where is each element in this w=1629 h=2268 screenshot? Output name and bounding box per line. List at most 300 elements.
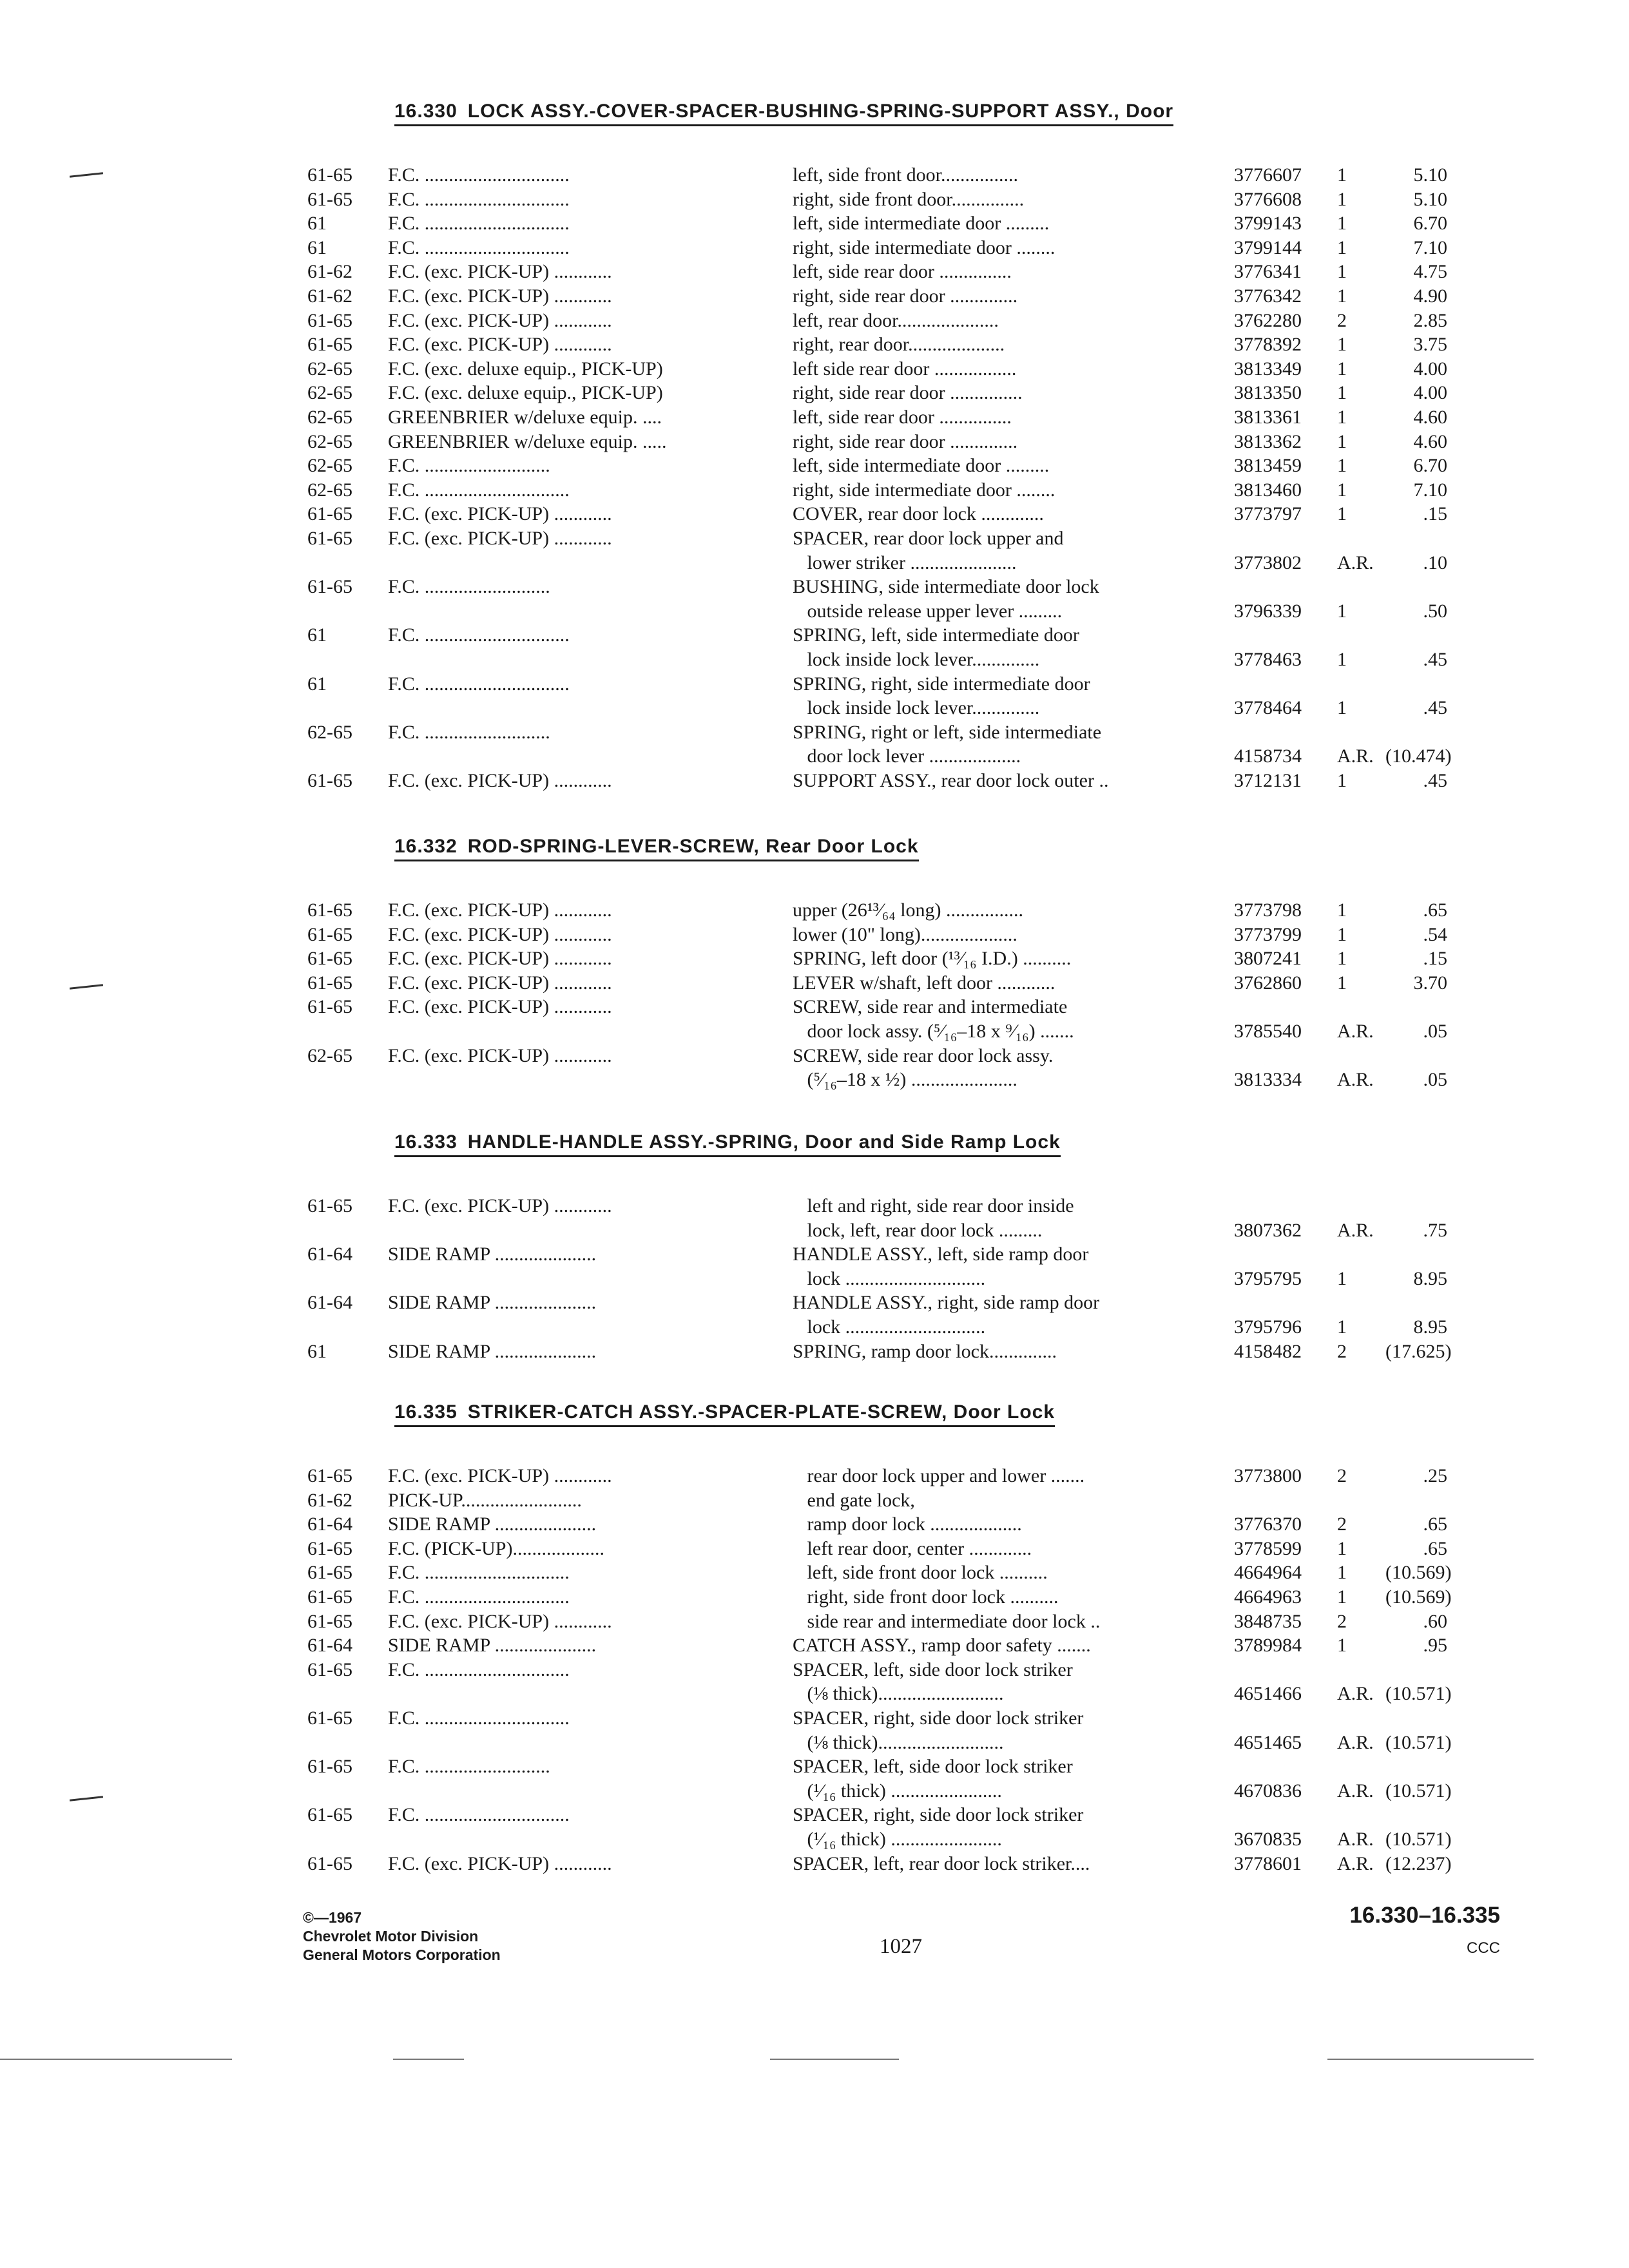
- quantity-cell: 2: [1337, 1465, 1347, 1486]
- table-row: [0, 163, 1629, 187]
- model-cell: F.C. ..............................: [388, 1804, 570, 1826]
- table-row: [0, 284, 1629, 309]
- division-text: Chevrolet Motor Division: [303, 1928, 479, 1945]
- scan-edge-line: [393, 2059, 464, 2060]
- quantity-cell: 1: [1337, 261, 1347, 283]
- price-cell: .54: [1423, 923, 1447, 945]
- part-number-cell: 3848735: [1234, 1610, 1302, 1632]
- part-number-cell: 3813349: [1234, 358, 1302, 380]
- model-cell: F.C. (exc. PICK-UP) ............: [388, 1195, 612, 1216]
- table-row: [0, 1585, 1629, 1610]
- price-cell: .65: [1423, 1537, 1447, 1559]
- year-cell: 61-65: [307, 1804, 352, 1826]
- model-cell: F.C. (exc. PICK-UP) ............: [388, 1852, 612, 1874]
- model-cell: F.C. (exc. PICK-UP) ............: [388, 972, 612, 994]
- model-cell: SIDE RAMP .....................: [388, 1635, 597, 1657]
- quantity-cell: 1: [1337, 1267, 1347, 1289]
- quantity-cell: 1: [1337, 1537, 1347, 1559]
- table-row: [0, 1068, 1629, 1092]
- quantity-cell: A.R.: [1337, 1731, 1374, 1753]
- footer-publisher: [303, 1908, 501, 1965]
- table-row: [0, 332, 1629, 357]
- model-cell: SIDE RAMP .....................: [388, 1244, 597, 1265]
- description-cell: left, side intermediate door .........: [793, 213, 1050, 235]
- part-number-cell: 3670835: [1234, 1829, 1302, 1850]
- price-cell: .25: [1423, 1465, 1447, 1486]
- price-cell: .75: [1423, 1219, 1447, 1241]
- quantity-cell: 1: [1337, 1562, 1347, 1584]
- quantity-cell: 2: [1337, 1340, 1347, 1362]
- part-number-cell: 3813459: [1234, 455, 1302, 477]
- quantity-cell: 1: [1337, 1635, 1347, 1657]
- model-cell: F.C. (PICK-UP)...................: [388, 1537, 604, 1559]
- section-heading: [394, 1401, 1055, 1427]
- table-row: [0, 1242, 1629, 1267]
- price-cell: 7.10: [1413, 236, 1447, 258]
- table-row: [0, 672, 1629, 697]
- part-number-cell: 3773798: [1234, 899, 1302, 921]
- quantity-cell: 1: [1337, 285, 1347, 307]
- price-cell: .50: [1423, 600, 1447, 622]
- quantity-cell: 1: [1337, 649, 1347, 670]
- description-cell: lower striker ......................: [793, 552, 1017, 573]
- part-number-cell: 4651466: [1234, 1683, 1302, 1705]
- model-cell: F.C. (exc. PICK-UP) ............: [388, 285, 612, 307]
- year-cell: 61-65: [307, 1537, 352, 1559]
- table-row: [0, 720, 1629, 745]
- description-cell: COVER, rear door lock .............: [793, 503, 1044, 525]
- model-cell: F.C. (exc. PICK-UP) ............: [388, 923, 612, 945]
- description-cell: left, side rear door ...............: [793, 261, 1012, 283]
- part-number-cell: 3813350: [1234, 382, 1302, 404]
- section-subtitle: Rear Door Lock: [759, 836, 919, 857]
- quantity-cell: 1: [1337, 948, 1347, 970]
- quantity-cell: 1: [1337, 697, 1347, 719]
- year-cell: 61-65: [307, 1195, 352, 1216]
- description-cell: (¹⁄₁₆ thick) .......................: [793, 1780, 1002, 1802]
- part-number-cell: 3773799: [1234, 923, 1302, 945]
- description-cell: left, rear door.....................: [793, 309, 999, 331]
- scan-edge-line: [0, 2059, 232, 2060]
- model-cell: F.C. ..............................: [388, 164, 570, 186]
- table-row: [0, 769, 1629, 793]
- year-cell: 61-65: [307, 188, 352, 210]
- description-cell: lock .............................: [793, 1316, 986, 1338]
- quantity-cell: A.R.: [1337, 1780, 1374, 1802]
- price-cell: .15: [1423, 948, 1447, 970]
- price-cell: 4.00: [1413, 358, 1447, 380]
- section-number: 16.332: [394, 836, 458, 857]
- quantity-cell: 2: [1337, 309, 1347, 331]
- part-number-cell: 3813361: [1234, 407, 1302, 428]
- part-number-cell: 3795795: [1234, 1267, 1302, 1289]
- model-cell: F.C. (exc. PICK-UP) ............: [388, 996, 612, 1018]
- model-cell: PICK-UP.........................: [388, 1489, 582, 1511]
- table-row: [0, 575, 1629, 599]
- section-subtitle: Door: [1119, 101, 1174, 122]
- table-row: [0, 947, 1629, 971]
- table-row: [0, 1779, 1629, 1803]
- price-cell: 4.60: [1413, 430, 1447, 452]
- price-cell: .05: [1423, 1069, 1447, 1091]
- table-row: [0, 236, 1629, 260]
- description-cell: left and right, side rear door inside: [793, 1195, 1074, 1216]
- price-cell: .10: [1423, 552, 1447, 573]
- table-row: [0, 1852, 1629, 1876]
- quantity-cell: A.R.: [1337, 1829, 1374, 1850]
- table-row: [0, 648, 1629, 672]
- year-cell: 62-65: [307, 407, 352, 428]
- table-row: [0, 744, 1629, 769]
- model-cell: F.C. ..............................: [388, 1586, 570, 1608]
- table-row: [0, 309, 1629, 333]
- description-cell: lower (10" long)....................: [793, 923, 1017, 945]
- model-cell: F.C. ..............................: [388, 213, 570, 235]
- price-cell: 4.75: [1413, 261, 1447, 283]
- price-cell: 3.75: [1413, 334, 1447, 356]
- part-number-cell: 4670836: [1234, 1780, 1302, 1802]
- table-row: [0, 1464, 1629, 1488]
- description-cell: (¹⁄₁₆ thick) .......................: [793, 1829, 1002, 1850]
- table-row: [0, 211, 1629, 236]
- table-row: [0, 995, 1629, 1019]
- year-cell: 61-65: [307, 1707, 352, 1729]
- part-number-cell: 4651465: [1234, 1731, 1302, 1753]
- description-cell: (⁵⁄₁₆–18 x ½) ......................: [793, 1069, 1017, 1091]
- year-cell: 61-65: [307, 528, 352, 549]
- price-cell: 2.85: [1413, 309, 1447, 331]
- year-cell: 61-65: [307, 576, 352, 598]
- table-row: [0, 1267, 1629, 1291]
- part-number-cell: 3776607: [1234, 164, 1302, 186]
- price-cell: 4.60: [1413, 407, 1447, 428]
- part-number-cell: 3778464: [1234, 697, 1302, 719]
- year-cell: 61-65: [307, 996, 352, 1018]
- quantity-cell: A.R.: [1337, 552, 1374, 573]
- model-cell: F.C. ..............................: [388, 673, 570, 695]
- table-row: [0, 1754, 1629, 1779]
- price-cell: .15: [1423, 503, 1447, 525]
- quantity-cell: 2: [1337, 1610, 1347, 1632]
- model-cell: F.C. (exc. PICK-UP) ............: [388, 503, 612, 525]
- quantity-cell: 1: [1337, 899, 1347, 921]
- description-cell: left, side front door lock ..........: [793, 1562, 1048, 1584]
- table-row: [0, 1633, 1629, 1658]
- model-cell: F.C. ..............................: [388, 479, 570, 501]
- model-cell: F.C. ..........................: [388, 455, 550, 477]
- part-number-cell: 3712131: [1234, 770, 1302, 791]
- description-cell: lock inside lock lever..............: [793, 649, 1040, 670]
- description-cell: ramp door lock ...................: [793, 1514, 1022, 1535]
- table-row: [0, 898, 1629, 923]
- price-cell: 6.70: [1413, 213, 1447, 235]
- section-range: 16.330–16.335: [1349, 1903, 1500, 1928]
- table-row: [0, 1731, 1629, 1755]
- price-cell: .45: [1423, 649, 1447, 670]
- year-cell: 61: [307, 213, 327, 235]
- model-cell: F.C. (exc. PICK-UP) ............: [388, 770, 612, 791]
- description-cell: SPRING, ramp door lock..............: [793, 1340, 1057, 1362]
- year-cell: 61-64: [307, 1514, 352, 1535]
- description-cell: rear door lock upper and lower .......: [793, 1465, 1085, 1486]
- quantity-cell: A.R.: [1337, 1069, 1374, 1091]
- table-row: [0, 1658, 1629, 1682]
- table-row: [0, 454, 1629, 478]
- description-cell: right, side rear door ..............: [793, 285, 1018, 307]
- quantity-cell: A.R.: [1337, 1021, 1374, 1042]
- model-cell: F.C. (exc. PICK-UP) ............: [388, 948, 612, 970]
- quantity-cell: 1: [1337, 503, 1347, 525]
- scan-edge-line: [770, 2059, 899, 2060]
- section-heading: [394, 835, 919, 861]
- model-cell: F.C. (exc. PICK-UP) ............: [388, 334, 612, 356]
- model-cell: F.C. ..............................: [388, 1562, 570, 1584]
- model-cell: F.C. (exc. PICK-UP) ............: [388, 261, 612, 283]
- price-cell: .45: [1423, 697, 1447, 719]
- quantity-cell: 1: [1337, 382, 1347, 404]
- description-cell: LEVER w/shaft, left door ............: [793, 972, 1055, 994]
- price-cell: (10.571): [1385, 1731, 1452, 1753]
- page-number: 1027: [880, 1935, 922, 1958]
- model-cell: F.C. (exc. deluxe equip., PICK-UP): [388, 382, 663, 404]
- part-number-cell: 3813334: [1234, 1069, 1302, 1091]
- part-number-cell: 4664963: [1234, 1586, 1302, 1608]
- description-cell: right, side intermediate door ........: [793, 236, 1055, 258]
- model-cell: SIDE RAMP .....................: [388, 1514, 597, 1535]
- model-cell: F.C. ..............................: [388, 624, 570, 646]
- price-cell: 5.10: [1413, 188, 1447, 210]
- part-number-cell: 3789984: [1234, 1635, 1302, 1657]
- price-cell: 6.70: [1413, 455, 1447, 477]
- section-heading: [394, 100, 1173, 126]
- table-row: [0, 430, 1629, 454]
- part-number-cell: 3778601: [1234, 1852, 1302, 1874]
- table-row: [0, 1610, 1629, 1634]
- model-cell: F.C. (exc. PICK-UP) ............: [388, 899, 612, 921]
- table-row: [0, 599, 1629, 624]
- table-row: [0, 1218, 1629, 1243]
- description-cell: lock, left, rear door lock .........: [793, 1219, 1043, 1241]
- price-cell: (10.571): [1385, 1829, 1452, 1850]
- part-number-cell: 3778463: [1234, 649, 1302, 670]
- quantity-cell: 1: [1337, 164, 1347, 186]
- part-number-cell: 3778599: [1234, 1537, 1302, 1559]
- year-cell: 61-62: [307, 1489, 352, 1511]
- quantity-cell: 1: [1337, 236, 1347, 258]
- year-cell: 61-65: [307, 1756, 352, 1778]
- quantity-cell: 1: [1337, 213, 1347, 235]
- section-title: LOCK ASSY.-COVER-SPACER-BUSHING-SPRING-SUPPORT ASSY.,: [467, 101, 1120, 122]
- year-cell: 61-64: [307, 1635, 352, 1657]
- year-cell: 61-65: [307, 503, 352, 525]
- model-cell: F.C. (exc. PICK-UP) ............: [388, 1610, 612, 1632]
- description-cell: SPACER, rear door lock upper and: [793, 528, 1064, 549]
- table-row: [0, 1827, 1629, 1852]
- table-row: [0, 551, 1629, 575]
- year-cell: 61-65: [307, 1586, 352, 1608]
- price-cell: (10.569): [1385, 1562, 1452, 1584]
- quantity-cell: 1: [1337, 455, 1347, 477]
- table-row: [0, 478, 1629, 503]
- year-cell: 61-65: [307, 1610, 352, 1632]
- table-row: [0, 1803, 1629, 1827]
- year-cell: 61-64: [307, 1244, 352, 1265]
- part-number-cell: 3762860: [1234, 972, 1302, 994]
- price-cell: 8.95: [1413, 1316, 1447, 1338]
- description-cell: door lock lever ...................: [793, 745, 1021, 767]
- table-row: [0, 1019, 1629, 1044]
- table-row: [0, 1194, 1629, 1218]
- model-cell: F.C. ..........................: [388, 576, 550, 598]
- part-number-cell: 3796339: [1234, 600, 1302, 622]
- table-row: [0, 1537, 1629, 1561]
- price-cell: (10.474): [1385, 745, 1452, 767]
- description-cell: (⅛ thick)..........................: [793, 1731, 1004, 1753]
- table-row: [0, 260, 1629, 284]
- quantity-cell: 1: [1337, 972, 1347, 994]
- description-cell: right, rear door....................: [793, 334, 1005, 356]
- price-cell: .65: [1423, 1514, 1447, 1535]
- model-cell: SIDE RAMP .....................: [388, 1292, 597, 1314]
- part-number-cell: 3773800: [1234, 1465, 1302, 1486]
- description-cell: SPRING, left, side intermediate door: [793, 624, 1079, 646]
- quantity-cell: 1: [1337, 1316, 1347, 1338]
- model-cell: F.C. (exc. deluxe equip., PICK-UP): [388, 358, 663, 380]
- description-cell: SPRING, left door (¹³⁄₁₆ I.D.) ..........: [793, 948, 1072, 970]
- description-cell: SPACER, right, side door lock striker: [793, 1804, 1084, 1826]
- part-number-cell: 3778392: [1234, 334, 1302, 356]
- year-cell: 61-65: [307, 1562, 352, 1584]
- part-number-cell: 3813460: [1234, 479, 1302, 501]
- model-cell: F.C. (exc. PICK-UP) ............: [388, 1044, 612, 1066]
- model-cell: F.C. ..............................: [388, 188, 570, 210]
- quantity-cell: 1: [1337, 479, 1347, 501]
- description-cell: end gate lock,: [793, 1489, 915, 1511]
- part-number-cell: 3762280: [1234, 309, 1302, 331]
- model-cell: F.C. ..............................: [388, 1707, 570, 1729]
- quantity-cell: 1: [1337, 334, 1347, 356]
- table-row: [0, 1488, 1629, 1513]
- description-cell: SPACER, left, rear door lock striker....: [793, 1852, 1090, 1874]
- model-cell: SIDE RAMP .....................: [388, 1340, 597, 1362]
- table-row: [0, 923, 1629, 947]
- price-cell: 4.90: [1413, 285, 1447, 307]
- table-row: [0, 187, 1629, 212]
- year-cell: 61-65: [307, 770, 352, 791]
- quantity-cell: 1: [1337, 770, 1347, 791]
- part-number-cell: 3776342: [1234, 285, 1302, 307]
- description-cell: right, side intermediate door ........: [793, 479, 1055, 501]
- table-row: [0, 971, 1629, 995]
- table-row: [0, 696, 1629, 720]
- description-cell: SPRING, right, side intermediate door: [793, 673, 1090, 695]
- price-cell: (10.571): [1385, 1683, 1452, 1705]
- table-row: [0, 381, 1629, 405]
- price-cell: .60: [1423, 1610, 1447, 1632]
- description-cell: outside release upper lever .........: [793, 600, 1063, 622]
- description-cell: left rear door, center .............: [793, 1537, 1032, 1559]
- price-cell: 5.10: [1413, 164, 1447, 186]
- description-cell: right, side rear door ...............: [793, 382, 1023, 404]
- description-cell: upper (26¹³⁄₆₄ long) ................: [793, 899, 1024, 921]
- description-cell: left, side intermediate door .........: [793, 455, 1050, 477]
- model-cell: GREENBRIER w/deluxe equip. ....: [388, 407, 662, 428]
- quantity-cell: 1: [1337, 358, 1347, 380]
- part-number-cell: 3799144: [1234, 236, 1302, 258]
- description-cell: SCREW, side rear and intermediate: [793, 996, 1068, 1018]
- price-cell: .95: [1423, 1635, 1447, 1657]
- price-cell: .05: [1423, 1021, 1447, 1042]
- year-cell: 62-65: [307, 479, 352, 501]
- copyright-text: ©—1967: [303, 1909, 362, 1926]
- model-cell: F.C. (exc. PICK-UP) ............: [388, 528, 612, 549]
- year-cell: 62-65: [307, 358, 352, 380]
- description-cell: right, side front door lock ..........: [793, 1586, 1059, 1608]
- description-cell: left, side front door................: [793, 164, 1018, 186]
- section-number: 16.333: [394, 1131, 458, 1153]
- year-cell: 61-65: [307, 972, 352, 994]
- part-number-cell: 3785540: [1234, 1021, 1302, 1042]
- part-number-cell: 4664964: [1234, 1562, 1302, 1584]
- table-row: [0, 623, 1629, 648]
- price-cell: (10.571): [1385, 1780, 1452, 1802]
- description-cell: SUPPORT ASSY., rear door lock outer ..: [793, 770, 1109, 791]
- description-cell: BUSHING, side intermediate door lock: [793, 576, 1099, 598]
- model-cell: GREENBRIER w/deluxe equip. .....: [388, 430, 667, 452]
- description-cell: SPACER, left, side door lock striker: [793, 1756, 1073, 1778]
- part-number-cell: 3773802: [1234, 552, 1302, 573]
- quantity-cell: 1: [1337, 923, 1347, 945]
- description-cell: side rear and intermediate door lock ..: [793, 1610, 1101, 1632]
- model-cell: F.C. (exc. PICK-UP) ............: [388, 1465, 612, 1486]
- year-cell: 62-65: [307, 1044, 352, 1066]
- part-number-cell: 4158482: [1234, 1340, 1302, 1362]
- table-row: [0, 1561, 1629, 1585]
- year-cell: 61-65: [307, 899, 352, 921]
- model-cell: F.C. (exc. PICK-UP) ............: [388, 309, 612, 331]
- section-number: 16.330: [394, 101, 458, 122]
- table-row: [0, 1315, 1629, 1340]
- table-row: [0, 1340, 1629, 1364]
- quantity-cell: 1: [1337, 1586, 1347, 1608]
- year-cell: 61-65: [307, 1465, 352, 1486]
- part-number-cell: 4158734: [1234, 745, 1302, 767]
- table-row: [0, 405, 1629, 430]
- year-cell: 61-65: [307, 164, 352, 186]
- description-cell: SPACER, left, side door lock striker: [793, 1658, 1073, 1680]
- corporation-text: General Motors Corporation: [303, 1946, 501, 1963]
- price-cell: (10.569): [1385, 1586, 1452, 1608]
- description-cell: SPRING, right or left, side intermediate: [793, 721, 1102, 743]
- year-cell: 61: [307, 673, 327, 695]
- price-cell: (12.237): [1385, 1852, 1452, 1874]
- price-cell: 4.00: [1413, 382, 1447, 404]
- price-cell: .45: [1423, 770, 1447, 791]
- quantity-cell: A.R.: [1337, 1219, 1374, 1241]
- description-cell: right, side rear door ..............: [793, 430, 1018, 452]
- year-cell: 61: [307, 624, 327, 646]
- year-cell: 61-65: [307, 923, 352, 945]
- description-cell: left side rear door .................: [793, 358, 1017, 380]
- year-cell: 61: [307, 1340, 327, 1362]
- description-cell: CATCH ASSY., ramp door safety .......: [793, 1635, 1091, 1657]
- price-cell: 7.10: [1413, 479, 1447, 501]
- part-number-cell: 3773797: [1234, 503, 1302, 525]
- model-cell: F.C. ..........................: [388, 721, 550, 743]
- table-row: [0, 1512, 1629, 1537]
- part-number-cell: 3795796: [1234, 1316, 1302, 1338]
- description-cell: right, side front door...............: [793, 188, 1025, 210]
